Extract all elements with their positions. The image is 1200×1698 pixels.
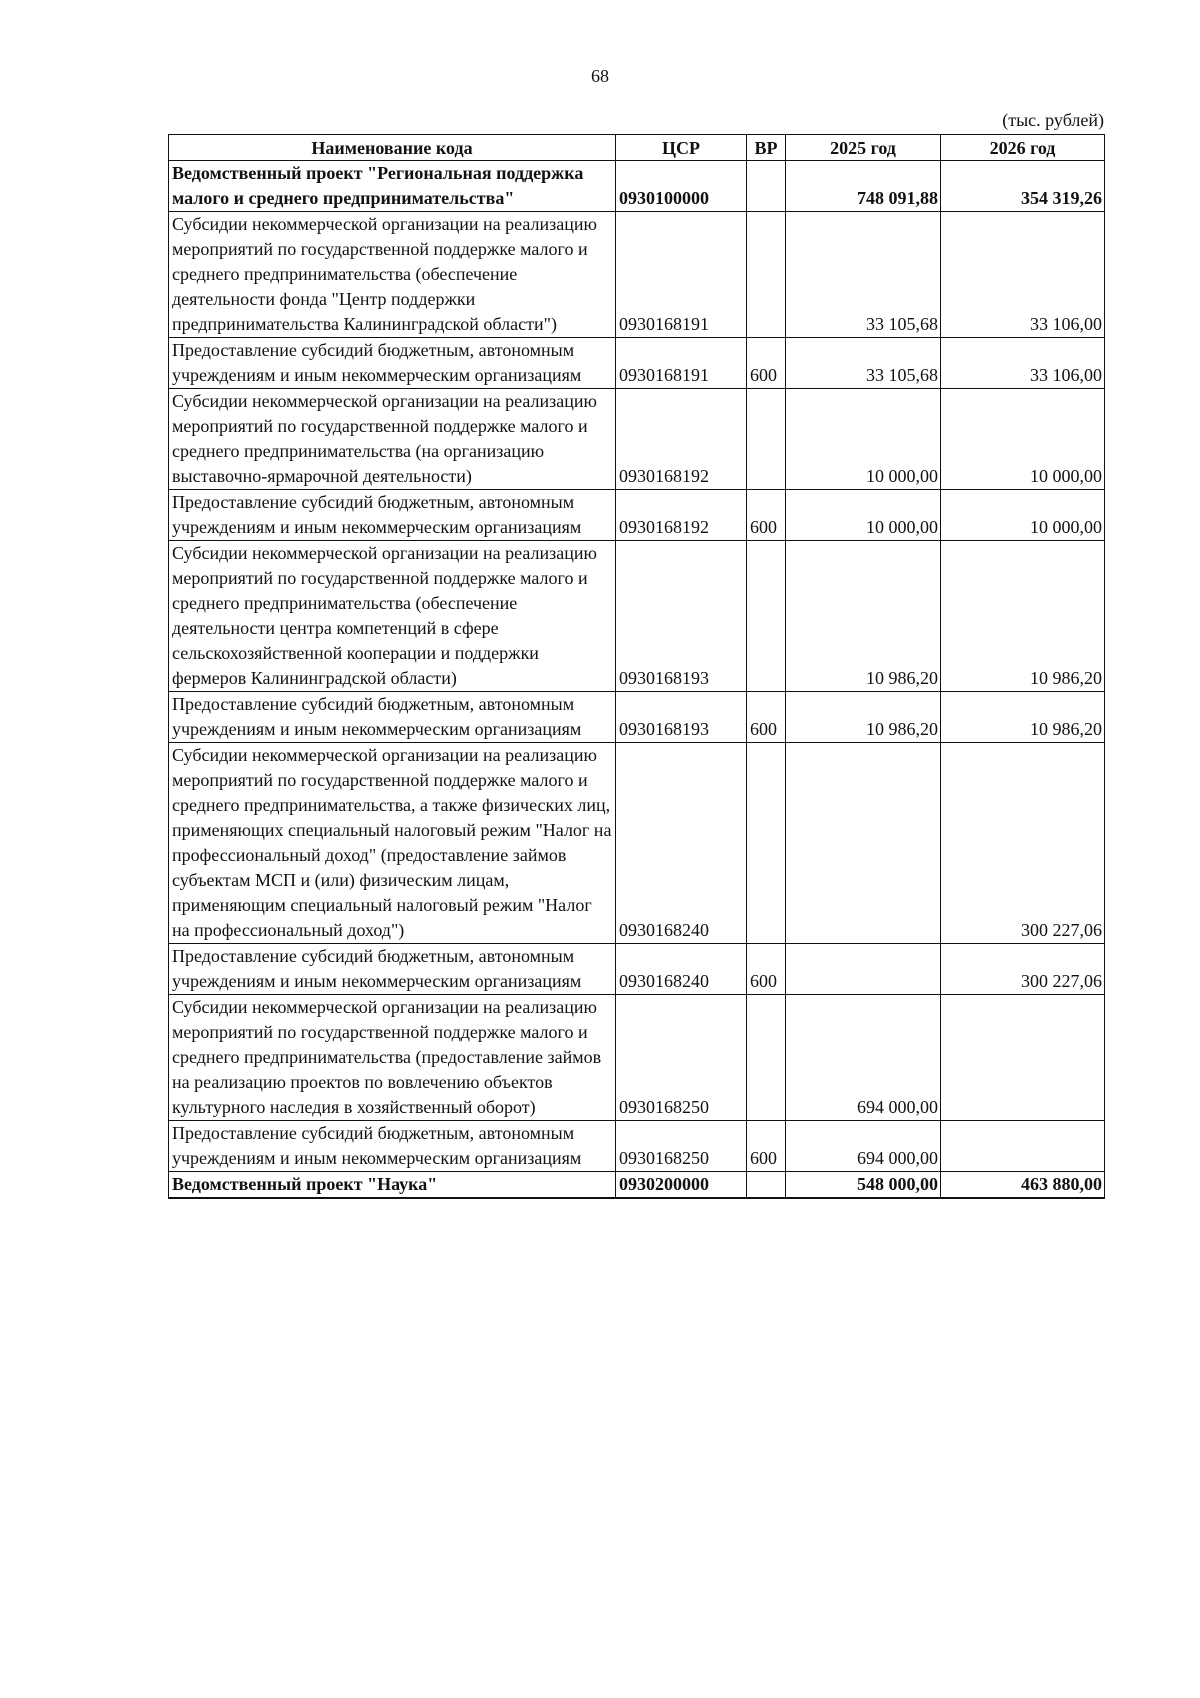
cell-vr — [747, 743, 786, 944]
cell-vr: 600 — [747, 944, 786, 995]
cell-csr: 0930168191 — [616, 338, 747, 389]
cell-name: Предоставление субсидий бюджетным, автономным учреждениям и иным некоммерческим организациям — [169, 692, 616, 743]
cell-csr: 0930100000 — [616, 161, 747, 212]
cell-csr: 0930168192 — [616, 389, 747, 490]
table-row — [169, 541, 1105, 692]
table-row — [169, 743, 1105, 944]
cell-2026: 10 000,00 — [941, 490, 1105, 541]
cell-2025 — [786, 944, 941, 995]
cell-name: Предоставление субсидий бюджетным, автономным учреждениям и иным некоммерческим организациям — [169, 338, 616, 389]
header-csr: ЦСР — [616, 135, 747, 161]
cell-csr: 0930168240 — [616, 944, 747, 995]
cell-name: Предоставление субсидий бюджетным, автономным учреждениям и иным некоммерческим организациям — [169, 1121, 616, 1172]
cell-2025: 33 105,68 — [786, 338, 941, 389]
table-row — [169, 692, 1105, 743]
table-header-row — [169, 135, 1105, 161]
table-row — [169, 490, 1105, 541]
cell-vr — [747, 212, 786, 338]
cell-2025: 10 986,20 — [786, 692, 941, 743]
header-name: Наименование кода — [169, 135, 616, 161]
page-number: 68 — [591, 66, 609, 86]
cell-name: Ведомственный проект "Региональная поддержка малого и среднего предпринимательства" — [169, 161, 616, 212]
cell-2025: 10 986,20 — [786, 541, 941, 692]
units-label: (тыс. рублей) — [1002, 110, 1104, 130]
cell-2026: 10 000,00 — [941, 389, 1105, 490]
cell-2025: 10 000,00 — [786, 389, 941, 490]
cell-2026: 300 227,06 — [941, 944, 1105, 995]
cell-name: Субсидии некоммерческой организации на реализацию мероприятий по государственной поддержке малого и среднего предпринимательства (обеспечение деятельности фонда "Центр поддержки предпринимательства Калининградской области") — [169, 212, 616, 338]
cell-vr: 600 — [747, 1121, 786, 1172]
cell-2025 — [786, 743, 941, 944]
cell-2025: 694 000,00 — [786, 995, 941, 1121]
header-vr: ВР — [747, 135, 786, 161]
cell-csr: 0930200000 — [616, 1172, 747, 1199]
cell-2026: 463 880,00 — [941, 1172, 1105, 1199]
cell-name: Предоставление субсидий бюджетным, автономным учреждениям и иным некоммерческим организациям — [169, 944, 616, 995]
cell-vr — [747, 389, 786, 490]
cell-csr: 0930168250 — [616, 995, 747, 1121]
cell-vr — [747, 161, 786, 212]
cell-name: Субсидии некоммерческой организации на реализацию мероприятий по государственной поддержке малого и среднего предпринимательства (на организацию выставочно-ярмарочной деятельности) — [169, 389, 616, 490]
cell-name: Предоставление субсидий бюджетным, автономным учреждениям и иным некоммерческим организациям — [169, 490, 616, 541]
table-row — [169, 1121, 1105, 1172]
cell-csr: 0930168240 — [616, 743, 747, 944]
cell-2025: 694 000,00 — [786, 1121, 941, 1172]
cell-csr: 0930168192 — [616, 490, 747, 541]
cell-2026: 300 227,06 — [941, 743, 1105, 944]
table-row — [169, 338, 1105, 389]
cell-vr — [747, 541, 786, 692]
cell-2026: 10 986,20 — [941, 541, 1105, 692]
cell-csr: 0930168250 — [616, 1121, 747, 1172]
cell-name: Субсидии некоммерческой организации на реализацию мероприятий по государственной поддержке малого и среднего предпринимательства (обеспечение деятельности центра компетенций в сфере сельскохозяйственной кооперации и поддержки фермеров Калининградской области) — [169, 541, 616, 692]
cell-csr: 0930168193 — [616, 692, 747, 743]
cell-vr: 600 — [747, 490, 786, 541]
cell-2025: 548 000,00 — [786, 1172, 941, 1199]
table-row — [169, 995, 1105, 1121]
cell-vr: 600 — [747, 692, 786, 743]
budget-table — [168, 134, 1105, 1199]
table-row — [169, 1172, 1105, 1199]
cell-2025: 10 000,00 — [786, 490, 941, 541]
header-2025: 2025 год — [786, 135, 941, 161]
cell-name: Ведомственный проект "Наука" — [169, 1172, 616, 1199]
table-row — [169, 212, 1105, 338]
cell-csr: 0930168193 — [616, 541, 747, 692]
cell-2026: 10 986,20 — [941, 692, 1105, 743]
table-row — [169, 944, 1105, 995]
cell-vr — [747, 1172, 786, 1199]
table-row — [169, 389, 1105, 490]
cell-vr — [747, 995, 786, 1121]
cell-2025: 748 091,88 — [786, 161, 941, 212]
cell-name: Субсидии некоммерческой организации на реализацию мероприятий по государственной поддержке малого и среднего предпринимательства (предоставление займов на реализацию проектов по вовлечению объектов культурного наследия в хозяйственный оборот) — [169, 995, 616, 1121]
header-2026: 2026 год — [941, 135, 1105, 161]
cell-2025: 33 105,68 — [786, 212, 941, 338]
cell-2026 — [941, 1121, 1105, 1172]
cell-vr: 600 — [747, 338, 786, 389]
cell-2026: 33 106,00 — [941, 338, 1105, 389]
cell-name: Субсидии некоммерческой организации на реализацию мероприятий по государственной поддержке малого и среднего предпринимательства, а также физических лиц, применяющих специальный налоговый режим "Налог на профессиональный доход" (предоставление займов субъектам МСП и (или) физическим лицам, применяющим специальный налоговый режим "Налог на профессиональный доход") — [169, 743, 616, 944]
cell-2026: 354 319,26 — [941, 161, 1105, 212]
table-row — [169, 161, 1105, 212]
cell-2026 — [941, 995, 1105, 1121]
cell-csr: 0930168191 — [616, 212, 747, 338]
cell-2026: 33 106,00 — [941, 212, 1105, 338]
